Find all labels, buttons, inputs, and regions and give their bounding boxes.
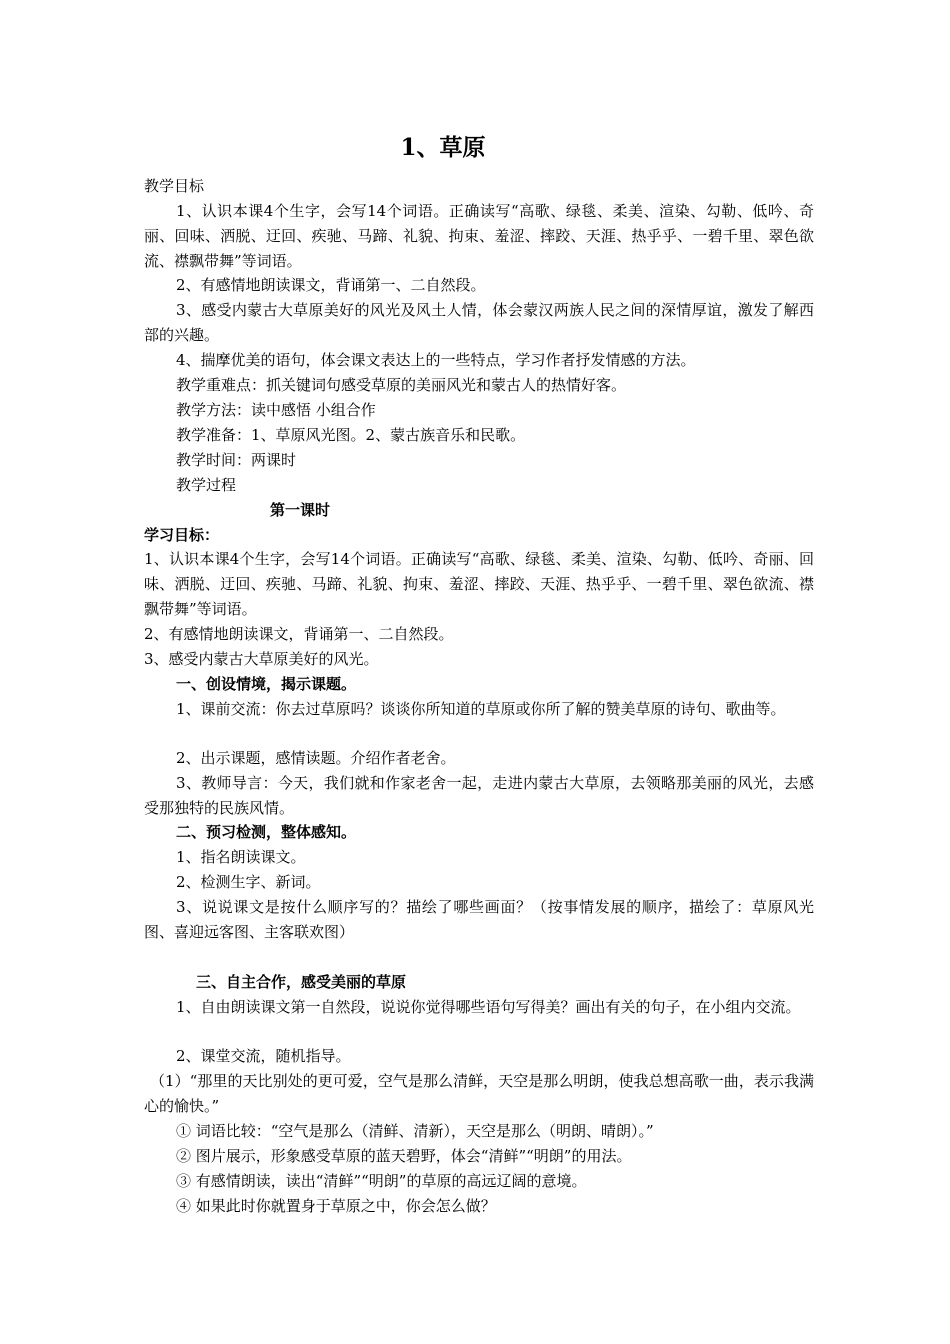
teaching-goals-heading: 教学目标	[144, 177, 205, 195]
study-goals-heading: 学习目标：	[144, 526, 220, 544]
section-3-item-2: 2、课堂交流，随机指导。	[176, 1047, 351, 1065]
section-1-heading: 一、创设情境，揭示课题。	[176, 675, 357, 693]
section-1-item-1: 1、课前交流：你去过草原吗？谈谈你所知道的草原或你所了解的赞美草原的诗句、歌曲等。	[176, 700, 786, 718]
teaching-goal-3: 3、感受内蒙古大草原美好的风光及风土人情，体会蒙汉两族人民之间的深情厚谊，激发了解西部的兴趣。	[144, 301, 814, 344]
section-2-item-2: 2、检测生字、新词。	[176, 873, 321, 891]
key-points: 教学重难点：抓关键词句感受草原的美丽风光和蒙古人的热情好客。	[176, 376, 627, 394]
section-3-heading: 三、自主合作，感受美丽的草原	[196, 973, 407, 991]
section-1-item-2: 2、出示课题，感情读题。介绍作者老舍。	[176, 749, 456, 767]
section-2-item-3: 3、说说课文是按什么顺序写的？描绘了哪些画面？（按事情发展的顺序，描绘了：草原风光图、喜迎远客图、主客联欢图）	[144, 898, 814, 941]
section-3-sub-item-4: ④ 如果此时你就置身于草原之中，你会怎么做？	[176, 1197, 496, 1215]
page-title: 1、草原	[400, 134, 486, 161]
section-3-sub-item-3: ③ 有感情朗读，读出“清鲜”“明朗”的草原的高远辽阔的意境。	[176, 1172, 587, 1190]
teaching-goal-1: 1、认识本课4个生字，会写14个词语。正确读写“高歌、绿毯、柔美、渲染、勾勒、低吟、奇丽、回味、洒脱、迂回、疾驰、马蹄、礼貌、拘束、羞涩、摔跤、天涯、热乎乎、一碧千里、翠色欲流、襟飘带舞”等词语。	[144, 202, 814, 270]
section-2-item-1: 1、指名朗读课文。	[176, 848, 306, 866]
section-2-heading: 二、预习检测，整体感知。	[176, 823, 357, 841]
process-heading: 教学过程	[176, 476, 237, 494]
teaching-preparation: 教学准备：1、草原风光图。2、蒙古族音乐和民歌。	[176, 426, 526, 444]
section-3-item-1: 1、自由朗读课文第一自然段，说说你觉得哪些语句写得美？画出有关的句子，在小组内交流。	[176, 998, 801, 1016]
study-goal-2: 2、有感情地朗读课文，背诵第一、二自然段。	[144, 625, 454, 643]
section-1-item-3: 3、教师导言：今天，我们就和作家老舍一起，走进内蒙古大草原，去领略那美丽的风光，去感受那独特的民族风情。	[144, 774, 814, 817]
study-goal-3: 3、感受内蒙古大草原美好的风光。	[144, 650, 379, 668]
teaching-goal-4: 4、揣摩优美的语句，体会课文表达上的一些特点，学习作者抒发情感的方法。	[176, 351, 696, 369]
study-goal-1: 1、认识本课4个生字，会写14个词语。正确读写“高歌、绿毯、柔美、渲染、勾勒、低吟、奇丽、回味、洒脱、迂回、疾驰、马蹄、礼貌、拘束、羞涩、摔跤、天涯、热乎乎、一碧千里、翠色欲流、襟飘带舞”等词语。	[144, 550, 814, 618]
teaching-goal-2: 2、有感情地朗读课文，背诵第一、二自然段。	[176, 276, 486, 294]
teaching-duration: 教学时间：两课时	[176, 451, 297, 469]
section-3-sub-item-2: ② 图片展示，形象感受草原的蓝天碧野，体会“清鲜”“明朗”的用法。	[176, 1147, 632, 1165]
lesson-one-heading: 第一课时	[270, 501, 331, 519]
section-3-sub-item-1: ① 词语比较：“空气是那么（清鲜、清新），天空是那么（明朗、晴朗）。”	[176, 1122, 654, 1140]
teaching-methods: 教学方法：读中感悟 小组合作	[176, 401, 376, 419]
section-3-quote: （1）“那里的天比别处的更可爱，空气是那么清鲜，天空是那么明朗，使我总想高歌一曲，表示我满心的愉快。”	[144, 1072, 814, 1115]
